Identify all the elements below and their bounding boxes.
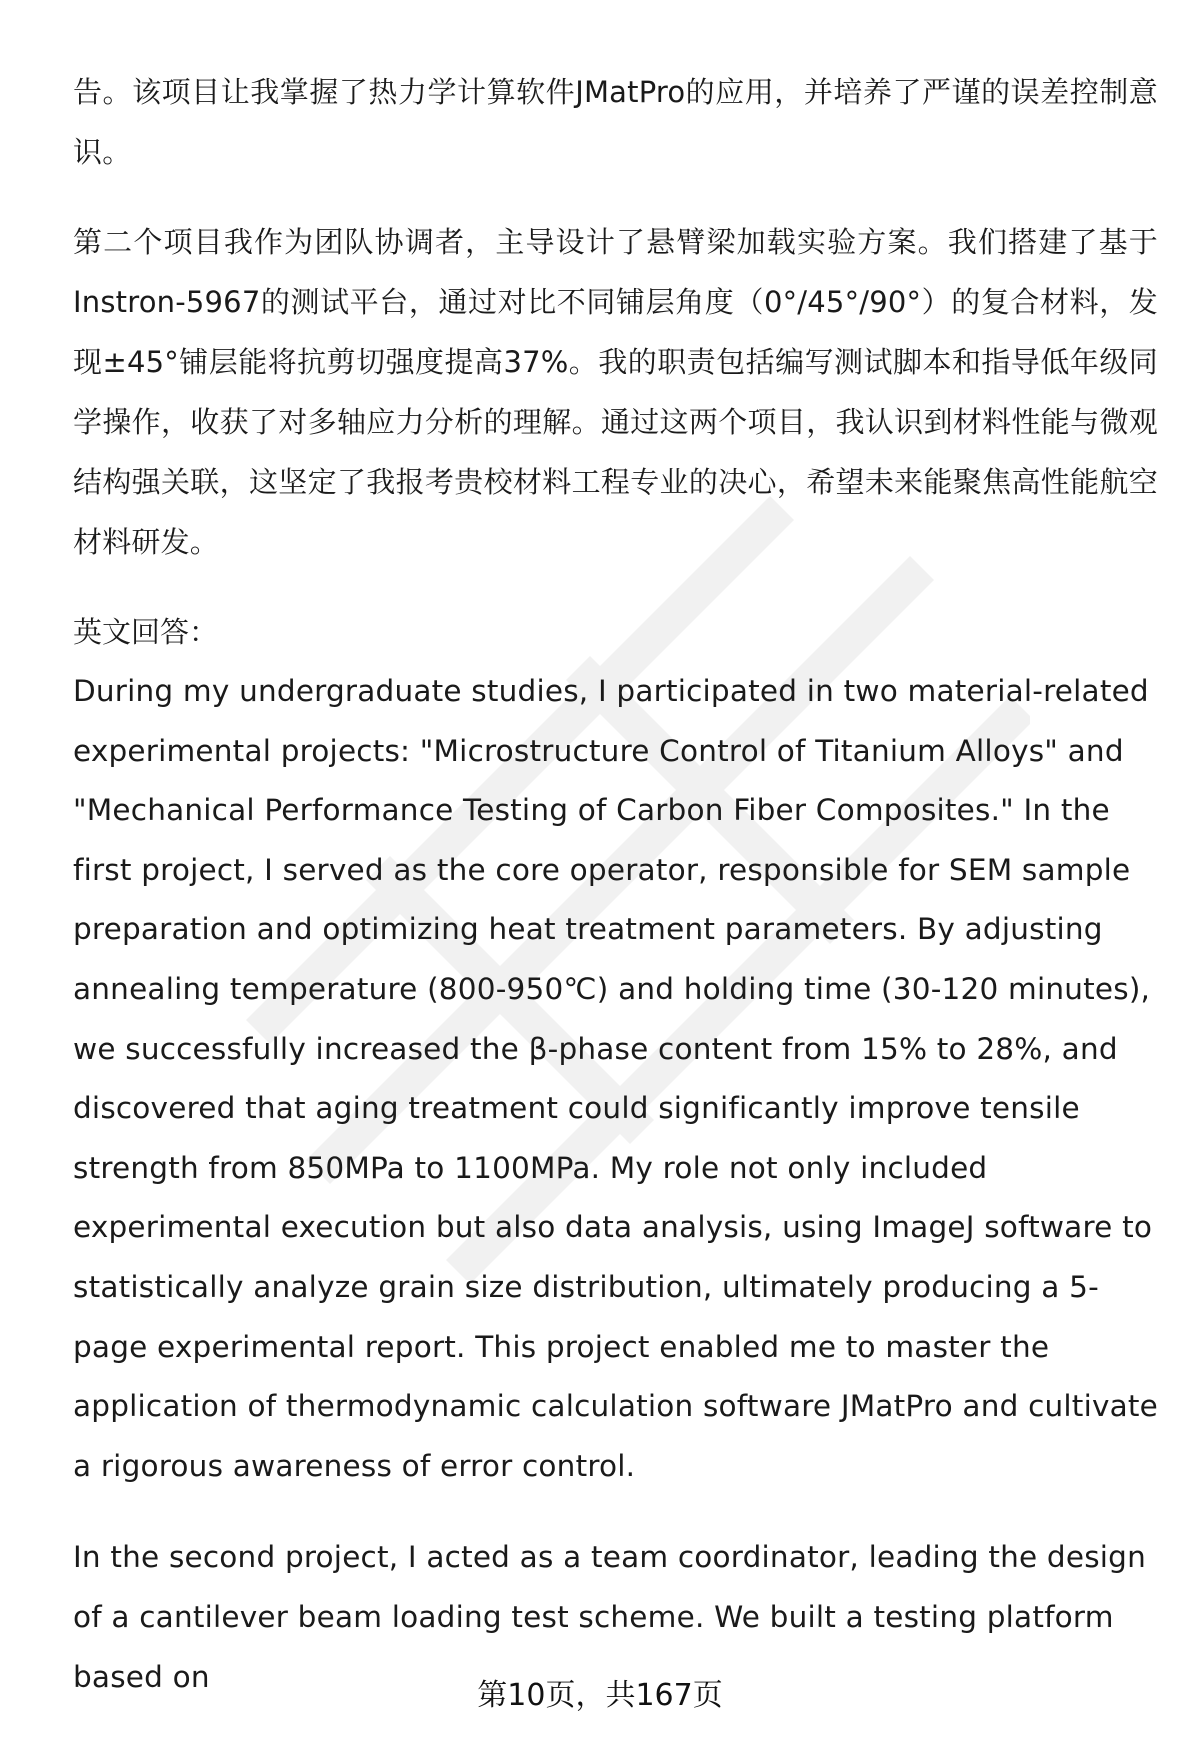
english-paragraph-1: During my undergraduate studies, I participated in two material-related experimental projects: "Microstructure Control of Titanium Alloys" and "Mechanical Performance Testing of Carbon Fiber Composites." In the first project, I served as the core operator, responsible for SEM sample preparation and optimizing heat treatment parameters. By adjusting annealing temperature (800-950℃) and holding time (30-120 minutes), we successfully increased the β-phase content from 15% to 28%, and discovered that aging treatment could significantly improve tensile strength from 850MPa to 1100MPa. My role not only included experimental execution but also data analysis, using ImageJ software to statistically analyze grain size distribution, ultimately producing a 5-page experimental report. This project enabled me to master the application of thermodynamic calculation software JMatPro and cultivate a rigorous awareness of error control. [73, 674, 1159, 1483]
paragraph-spacer [73, 1496, 1158, 1528]
chinese-paragraph-1: 告。该项目让我掌握了热力学计算软件JMatPro的应用，并培养了严谨的误差控制意识。 [73, 75, 1158, 169]
english-answer-label: 英文回答： [73, 615, 219, 649]
paragraph-spacer [73, 182, 1158, 212]
english-paragraph-2: In the second project, I acted as a team coordinator, leading the design of a cantilever beam loading test scheme. We built a testing platform based on [73, 1540, 1146, 1694]
page-number-footer: 第10页，共167页 [477, 1678, 723, 1713]
document-body [73, 62, 1158, 1707]
paragraph-spacer [73, 572, 1158, 602]
chinese-paragraph-2: 第二个项目我作为团队协调者，主导设计了悬臂梁加载实验方案。我们搭建了基于Instron-5967的测试平台，通过对比不同铺层角度（0°/45°/90°）的复合材料，发现±45°铺层能将抗剪切强度提高37%。我的职责包括编写测试脚本和指导低年级同学操作，收获了对多轴应力分析的理解。通过这两个项目，我认识到材料性能与微观结构强关联，这坚定了我报考贵校材料工程专业的决心，希望未来能聚焦高性能航空材料研发。 [73, 225, 1158, 559]
